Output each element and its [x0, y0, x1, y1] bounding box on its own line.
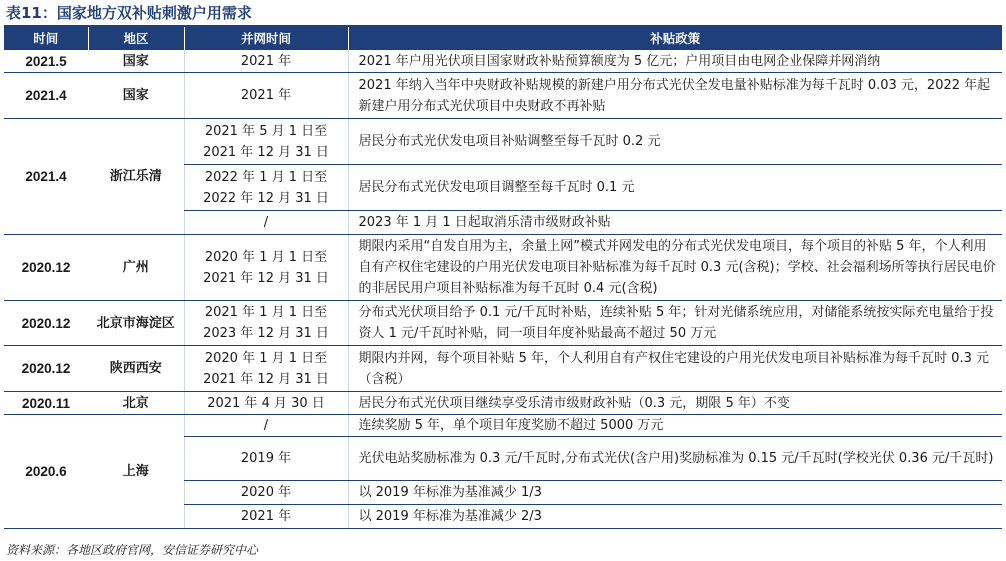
policy-cell: 期限内采用“自发自用为主，余量上网”模式并网发电的分布式光伏发电项目，每个项目的补贴 5 年，个人利用自有产权住宅建设的户用光伏发电项目补贴标准为每千瓦时 0.3 元(含税)；学校、社会福利场所等执行居民电价的非居民用户项目补贴标准为每千瓦时 0.4 元(含税) — [348, 235, 1002, 301]
table-row — [4, 235, 1002, 301]
region-cell: 国家 — [88, 50, 184, 73]
grid-time-cell: 2021 年 4 月 30 日 — [184, 392, 348, 415]
policy-cell: 2021 年户用光伏项目国家财政补贴预算额度为 5 亿元；户用项目由电网企业保障并网消纳 — [348, 50, 1002, 73]
time-cell: 2020.6 — [4, 415, 88, 529]
table-row — [4, 392, 1002, 415]
time-cell: 2020.12 — [4, 346, 88, 392]
region-cell: 北京 — [88, 392, 184, 415]
grid-time-cell: 2021 年 — [184, 73, 348, 119]
region-cell: 北京市海淀区 — [88, 301, 184, 346]
policy-cell: 居民分布式光伏发电项目调整至每千瓦时 0.1 元 — [348, 165, 1002, 211]
policy-cell: 光伏电站奖励标准为 0.3 元/千瓦时,分布式光伏(含户用)奖励标准为 0.15 元/千瓦时(学校光伏 0.36 元/千瓦时) — [348, 437, 1002, 481]
policy-cell: 居民分布式光伏发电项目补贴调整至每千瓦时 0.2 元 — [348, 119, 1002, 165]
grid-time-cell: 2020 年 — [184, 481, 348, 505]
grid-time-cell: / — [184, 415, 348, 437]
time-cell: 2021.4 — [4, 73, 88, 119]
source-note: 资料来源：各地区政府官网，安信证券研究中心 — [6, 543, 259, 557]
grid-time-cell: 2021 年 5 月 1 日至 2021 年 12 月 31 日 — [184, 119, 348, 165]
header-policy: 补贴政策 — [348, 27, 1002, 50]
header-time: 时间 — [4, 27, 88, 50]
time-cell: 2020.11 — [4, 392, 88, 415]
grid-time-cell: 2021 年 1 月 1 日至 2023 年 12 月 31 日 — [184, 301, 348, 346]
policy-cell: 分布式光伏项目给予 0.1 元/千瓦时补贴，连续补贴 5 年；针对光储系统应用，对储能系统按实际充电量给于投资人 1 元/千瓦时补贴，同一项目年度补贴最高不超过 50 万元 — [348, 301, 1002, 346]
table-row — [4, 50, 1002, 73]
time-cell: 2020.12 — [4, 235, 88, 301]
policy-cell: 连续奖励 5 年，单个项目年度奖励不超过 5000 万元 — [348, 415, 1002, 437]
grid-time-cell: 2021 年 — [184, 505, 348, 529]
region-cell: 国家 — [88, 73, 184, 119]
time-cell: 2020.12 — [4, 301, 88, 346]
grid-time-cell: 2020 年 1 月 1 日至 2021 年 12 月 31 日 — [184, 346, 348, 392]
time-cell: 2021.4 — [4, 119, 88, 235]
policy-cell: 以 2019 年标准为基准减少 2/3 — [348, 505, 1002, 529]
header-row — [4, 27, 1002, 50]
subsidy-policy-table — [4, 27, 1002, 529]
policy-cell: 居民分布式光伏项目继续享受乐清市级财政补贴（0.3 元，期限 5 年）不变 — [348, 392, 1002, 415]
table-title: 表11：国家地方双补贴刺激户用需求 — [6, 4, 252, 22]
region-cell: 浙江乐清 — [88, 119, 184, 235]
header-grid-time: 并网时间 — [184, 27, 348, 50]
grid-time-cell: / — [184, 211, 348, 235]
region-cell: 上海 — [88, 415, 184, 529]
grid-time-cell: 2020 年 1 月 1 日至 2021 年 12 月 31 日 — [184, 235, 348, 301]
policy-cell: 2023 年 1 月 1 日起取消乐清市级财政补贴 — [348, 211, 1002, 235]
table-row — [4, 415, 1002, 437]
policy-cell: 2021 年纳入当年中央财政补贴规模的新建户用分布式光伏全发电量补贴标准为每千瓦时 0.03 元，2022 年起新建户用分布式光伏项目中央财政不再补贴 — [348, 73, 1002, 119]
header-region: 地区 — [88, 27, 184, 50]
grid-time-cell: 2019 年 — [184, 437, 348, 481]
table-row — [4, 73, 1002, 119]
time-cell: 2021.5 — [4, 50, 88, 73]
table-row — [4, 301, 1002, 346]
policy-cell: 期限内并网，每个项目补贴 5 年，个人利用自有产权住宅建设的户用光伏发电项目补贴标准为每千瓦时 0.3 元（含税） — [348, 346, 1002, 392]
policy-cell: 以 2019 年标准为基准减少 1/3 — [348, 481, 1002, 505]
table-row — [4, 346, 1002, 392]
grid-time-cell: 2022 年 1 月 1 日至 2022 年 12 月 31 日 — [184, 165, 348, 211]
region-cell: 陕西西安 — [88, 346, 184, 392]
grid-time-cell: 2021 年 — [184, 50, 348, 73]
region-cell: 广州 — [88, 235, 184, 301]
table-row — [4, 119, 1002, 165]
